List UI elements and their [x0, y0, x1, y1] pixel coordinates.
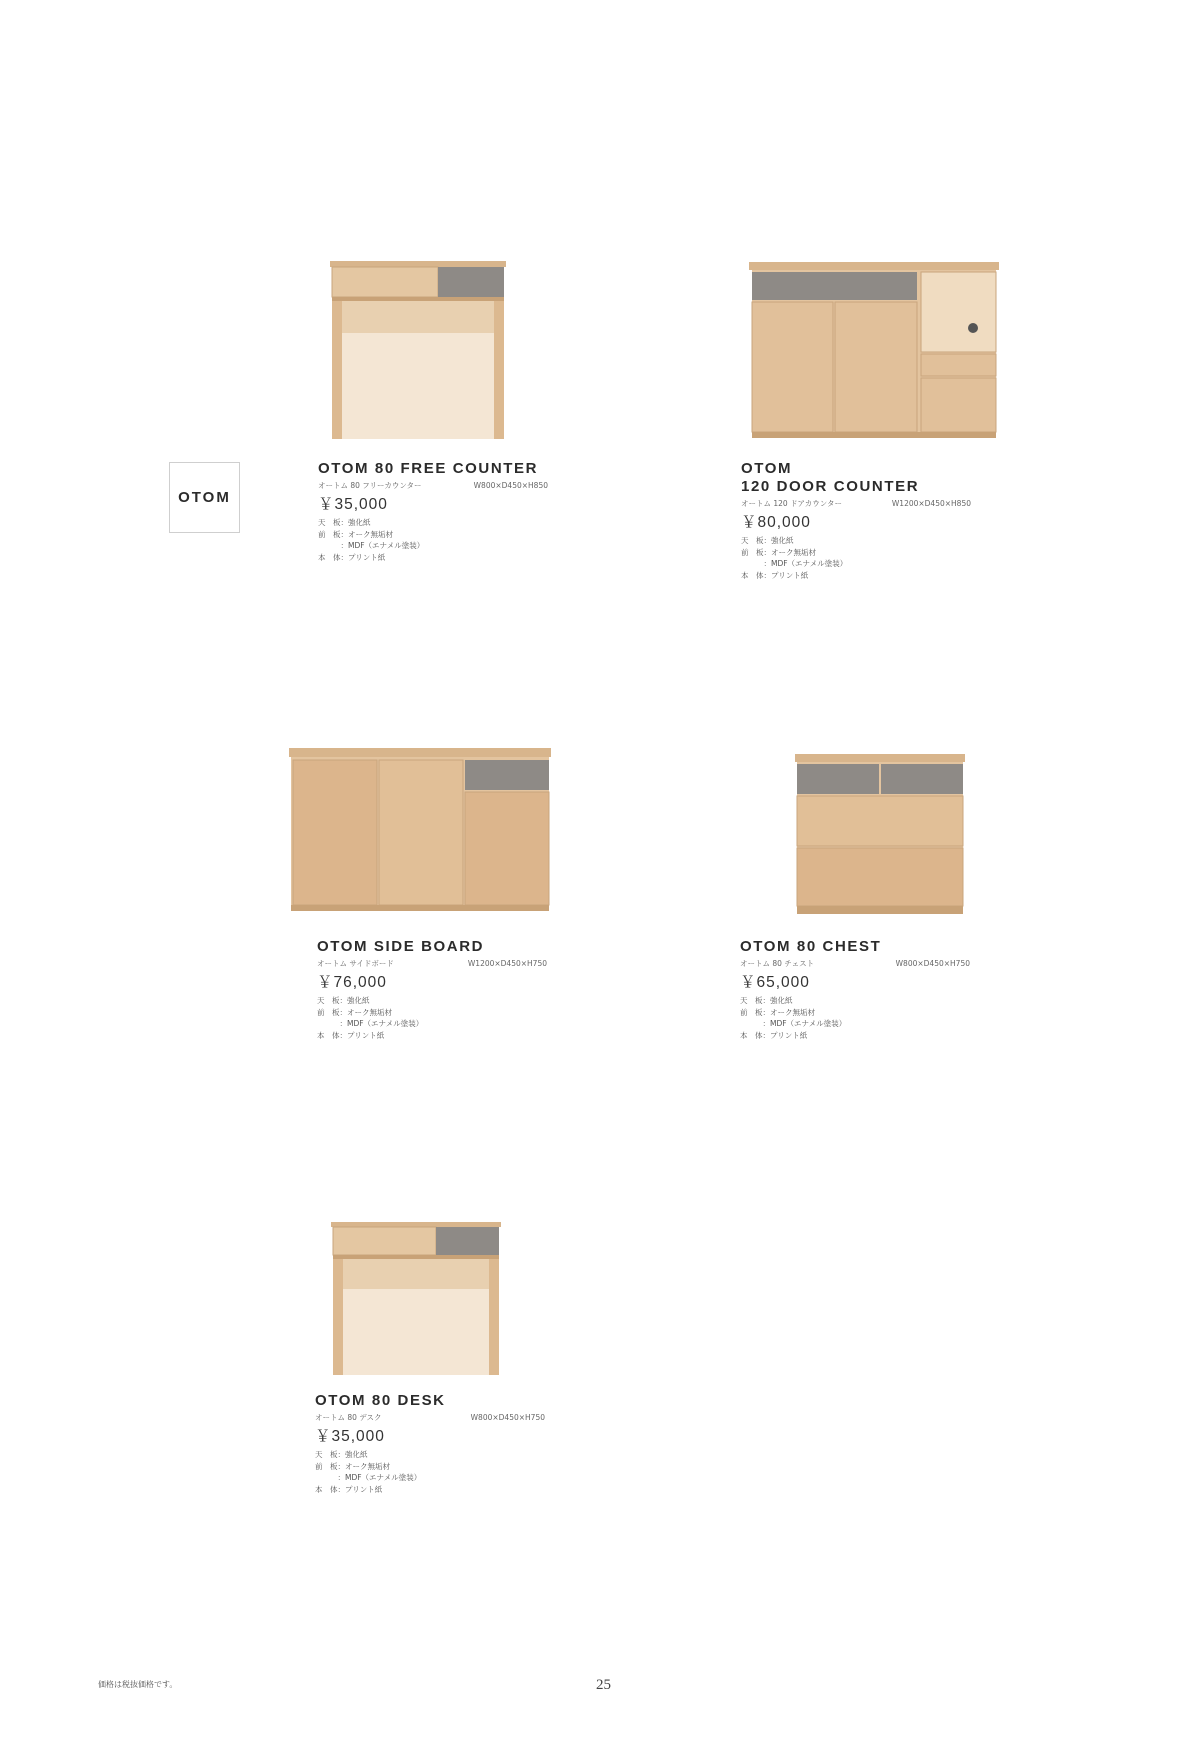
- product-size: W800×D450×H750: [470, 1413, 545, 1422]
- product-title: OTOM 80 CHEST: [740, 938, 882, 955]
- product-size: W1200×D450×H850: [891, 499, 971, 508]
- spec-front: 前 板：オーク無垢材: [317, 1007, 392, 1017]
- spec-top: 天 板：強化紙: [317, 996, 370, 1005]
- product-spec: [315, 1449, 545, 1495]
- spec-front-2: ：MDF（エナメル塗装）: [315, 1473, 422, 1482]
- price-note: 価格は税抜価格です。: [98, 1680, 178, 1689]
- product-size: W800×D450×H850: [473, 481, 548, 490]
- product-title-line-2: 120 DOOR COUNTER: [741, 478, 920, 495]
- product-spec: [318, 517, 548, 563]
- series-label: OTOM: [178, 489, 231, 506]
- spec-top: 天 板：強化紙: [740, 996, 793, 1005]
- spec-front-2: ：MDF（エナメル塗装）: [741, 559, 848, 568]
- product-price: ￥65,000: [740, 974, 810, 991]
- chest-image: [795, 754, 965, 916]
- spec-top: 天 板：強化紙: [315, 1450, 368, 1459]
- spec-body: 本 体：プリント紙: [318, 552, 386, 562]
- product-kana: オートム 80 フリーカウンター: [318, 481, 422, 490]
- product-spec: [740, 995, 970, 1041]
- product-title: OTOM 80 DESK: [315, 1392, 446, 1409]
- spec-body: 本 体：プリント紙: [740, 1030, 808, 1040]
- spec-top: 天 板：強化紙: [741, 536, 794, 545]
- side-board-info: [317, 938, 547, 1041]
- spec-front: 前 板：オーク無垢材: [315, 1461, 390, 1471]
- series-label-box: [169, 462, 240, 533]
- spec-front: 前 板：オーク無垢材: [740, 1007, 815, 1017]
- door-counter-image: [749, 262, 999, 440]
- spec-top: 天 板：強化紙: [318, 518, 371, 527]
- page-number: 25: [596, 1677, 611, 1693]
- product-size: W800×D450×H750: [895, 959, 970, 968]
- spec-body: 本 体：プリント紙: [315, 1484, 383, 1494]
- product-price: ￥35,000: [315, 1428, 385, 1445]
- product-kana: オートム 80 デスク: [315, 1413, 382, 1422]
- product-title: OTOM 80 FREE COUNTER: [318, 460, 539, 477]
- spec-front-2: ：MDF（エナメル塗装）: [740, 1019, 847, 1028]
- product-price: ￥35,000: [318, 496, 388, 513]
- door-counter-info: [741, 460, 971, 581]
- spec-front: 前 板：オーク無垢材: [741, 547, 816, 557]
- spec-front: 前 板：オーク無垢材: [318, 529, 393, 539]
- product-kana: オートム 80 チェスト: [740, 959, 815, 968]
- desk-info: [315, 1392, 545, 1495]
- side-board-image: [289, 748, 551, 913]
- spec-body: 本 体：プリント紙: [317, 1030, 385, 1040]
- spec-body: 本 体：プリント紙: [741, 570, 809, 580]
- product-price: ￥80,000: [741, 514, 811, 531]
- product-spec: [317, 995, 547, 1041]
- product-kana: オートム サイドボード: [317, 959, 394, 968]
- product-title-line-1: OTOM: [741, 460, 793, 477]
- product-price: ￥76,000: [317, 974, 387, 991]
- spec-front-2: ：MDF（エナメル塗装）: [318, 541, 425, 550]
- product-spec: [741, 535, 971, 581]
- chest-info: [740, 938, 970, 1041]
- free-counter-info: [318, 460, 548, 563]
- product-kana: オートム 120 ドアカウンター: [741, 499, 842, 508]
- product-size: W1200×D450×H750: [467, 959, 547, 968]
- free-counter-image: [330, 261, 506, 441]
- desk-image: [331, 1222, 501, 1377]
- spec-front-2: ：MDF（エナメル塗装）: [317, 1019, 424, 1028]
- product-title: OTOM SIDE BOARD: [317, 938, 485, 955]
